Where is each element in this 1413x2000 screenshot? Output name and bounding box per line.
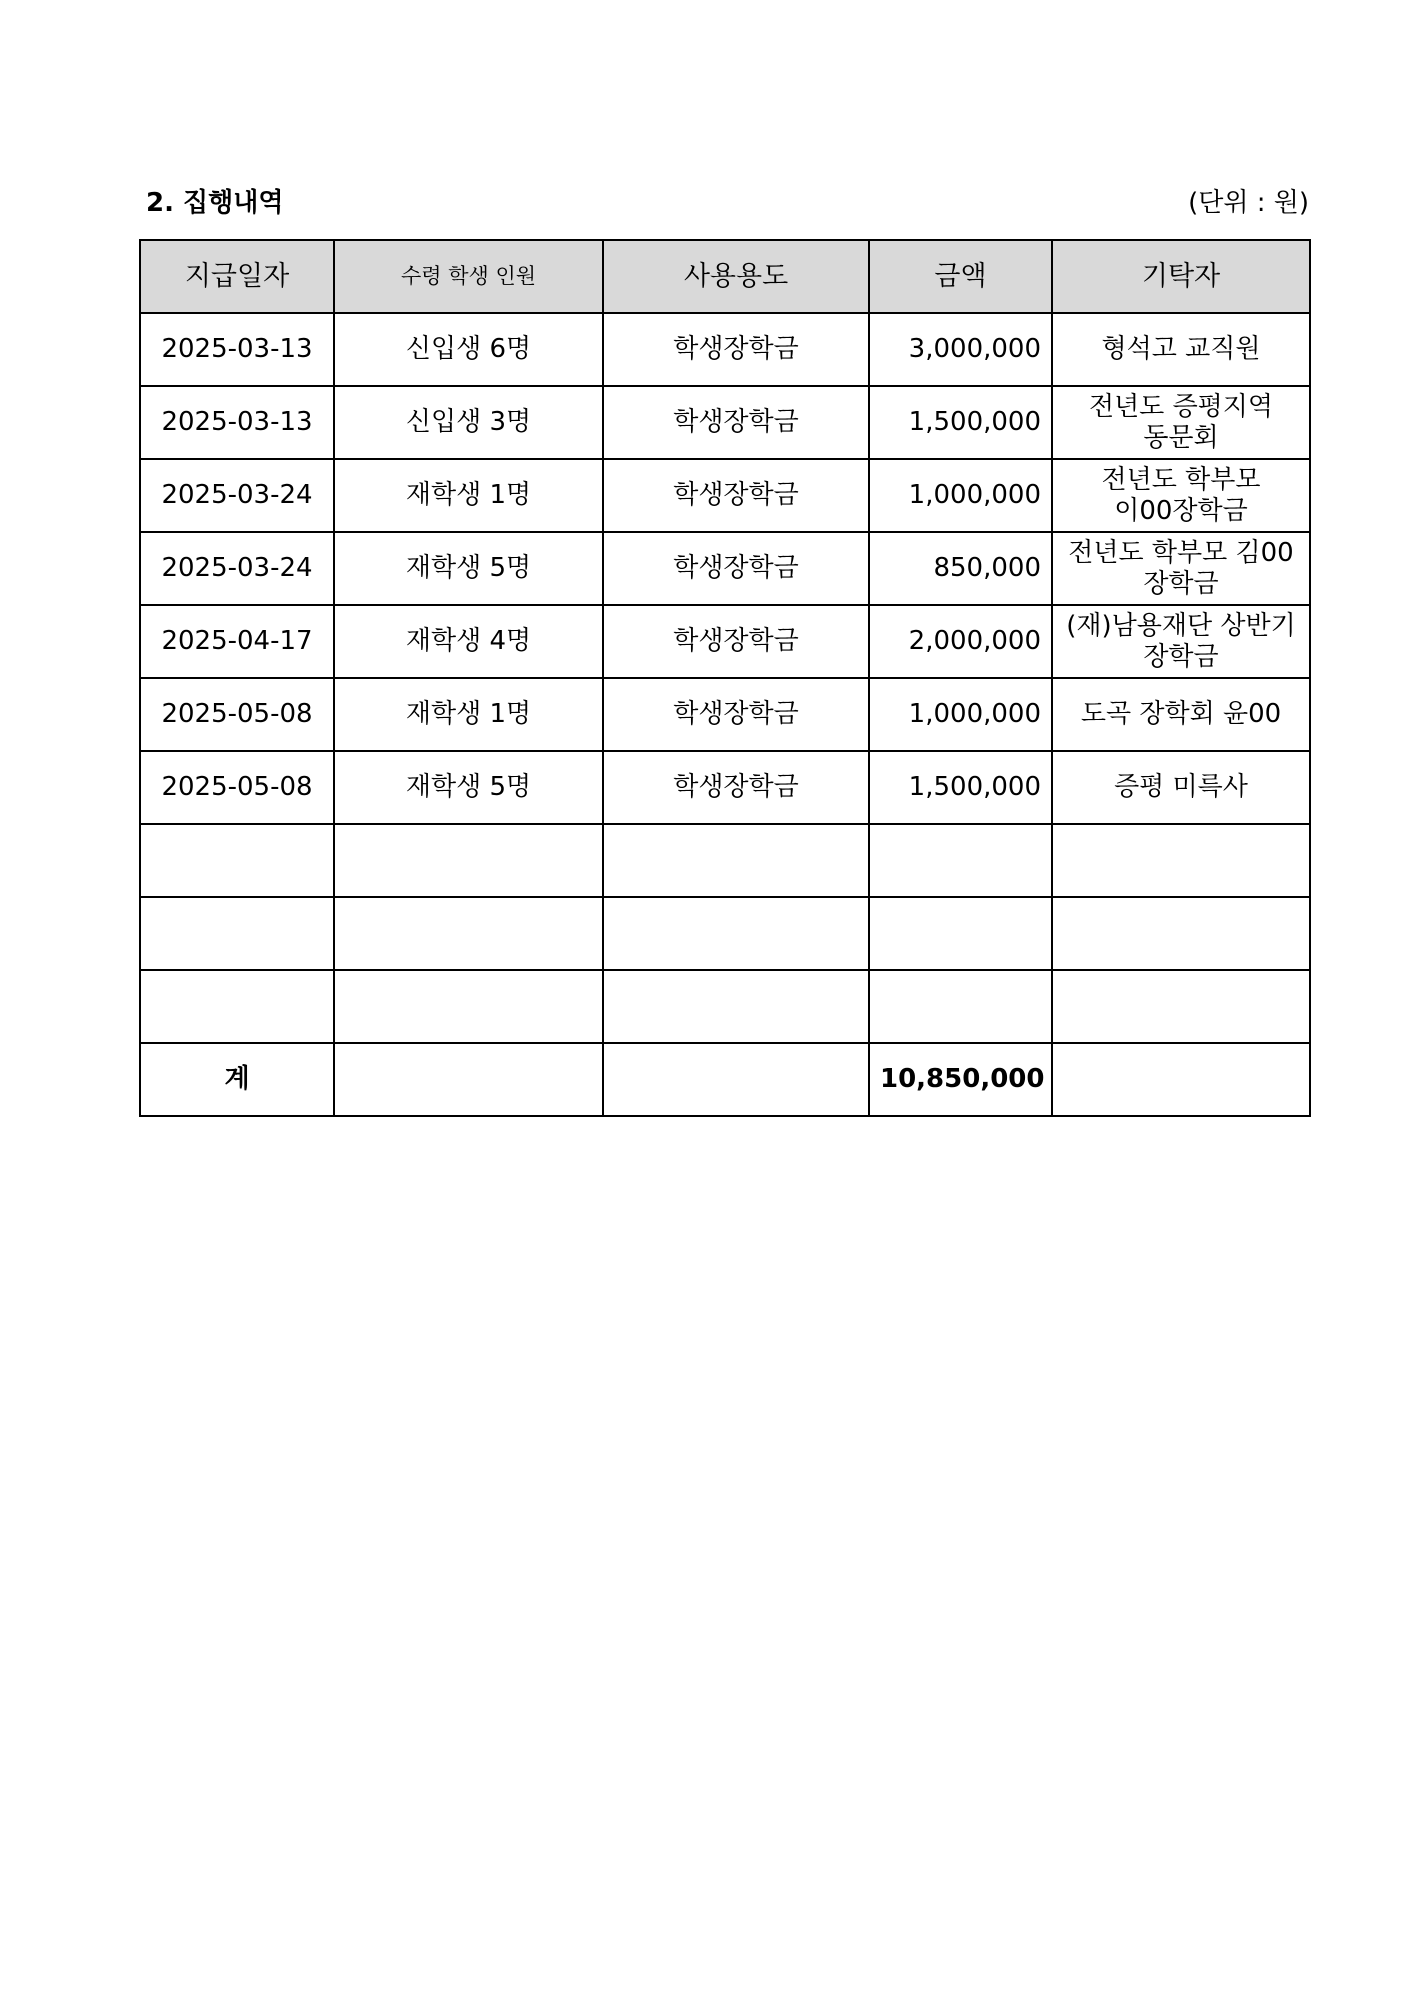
cell-date: 2025-05-08: [140, 678, 334, 751]
cell-amount: 1,000,000: [869, 459, 1052, 532]
cell-date: 2025-03-24: [140, 532, 334, 605]
table-row: [140, 532, 1310, 605]
table-row-empty: [140, 970, 1310, 1043]
table-row: [140, 459, 1310, 532]
header-date: 지급일자: [140, 240, 334, 313]
cell-recipients: 재학생 5명: [334, 532, 603, 605]
disbursement-table: [139, 239, 1311, 1117]
cell-donor: 전년도 학부모 이00장학금: [1052, 459, 1310, 532]
table-row: [140, 751, 1310, 824]
total-recipients: [334, 1043, 603, 1116]
total-label: 계: [140, 1043, 334, 1116]
table-header-row: [140, 240, 1310, 313]
cell-donor: [1052, 824, 1310, 897]
cell-recipients: [334, 897, 603, 970]
cell-donor: 증평 미륵사: [1052, 751, 1310, 824]
cell-date: [140, 970, 334, 1043]
cell-amount: [869, 824, 1052, 897]
cell-amount: 850,000: [869, 532, 1052, 605]
cell-purpose: 학생장학금: [603, 459, 869, 532]
total-amount: 10,850,000: [869, 1043, 1052, 1116]
cell-purpose: [603, 970, 869, 1043]
cell-date: 2025-03-13: [140, 386, 334, 459]
cell-amount: [869, 897, 1052, 970]
cell-date: 2025-03-13: [140, 313, 334, 386]
cell-purpose: 학생장학금: [603, 532, 869, 605]
cell-date: 2025-04-17: [140, 605, 334, 678]
cell-date: [140, 824, 334, 897]
total-donor: [1052, 1043, 1310, 1116]
header-purpose: 사용용도: [603, 240, 869, 313]
header-donor: 기탁자: [1052, 240, 1310, 313]
table-row-empty: [140, 897, 1310, 970]
table-row: [140, 313, 1310, 386]
table-row: [140, 678, 1310, 751]
cell-date: [140, 897, 334, 970]
cell-amount: [869, 970, 1052, 1043]
cell-donor: (재)남용재단 상반기 장학금: [1052, 605, 1310, 678]
cell-purpose: [603, 824, 869, 897]
cell-donor: 전년도 증평지역 동문회: [1052, 386, 1310, 459]
cell-donor: [1052, 897, 1310, 970]
cell-recipients: 재학생 4명: [334, 605, 603, 678]
cell-recipients: 재학생 5명: [334, 751, 603, 824]
cell-purpose: 학생장학금: [603, 313, 869, 386]
header-recipients: 수령 학생 인원: [334, 240, 603, 313]
table-row: [140, 386, 1310, 459]
cell-recipients: 재학생 1명: [334, 678, 603, 751]
cell-purpose: 학생장학금: [603, 386, 869, 459]
cell-amount: 1,500,000: [869, 751, 1052, 824]
cell-purpose: 학생장학금: [603, 751, 869, 824]
cell-amount: 1,500,000: [869, 386, 1052, 459]
header-amount: 금액: [869, 240, 1052, 313]
cell-donor: 도곡 장학회 윤00: [1052, 678, 1310, 751]
cell-recipients: [334, 824, 603, 897]
cell-donor: 형석고 교직원: [1052, 313, 1310, 386]
total-row: [140, 1043, 1310, 1116]
cell-recipients: 신입생 6명: [334, 313, 603, 386]
cell-recipients: [334, 970, 603, 1043]
unit-note: (단위 : 원): [1188, 188, 1309, 218]
total-purpose: [603, 1043, 869, 1116]
cell-donor: [1052, 970, 1310, 1043]
cell-date: 2025-05-08: [140, 751, 334, 824]
cell-purpose: 학생장학금: [603, 678, 869, 751]
cell-amount: 2,000,000: [869, 605, 1052, 678]
table-row-empty: [140, 824, 1310, 897]
cell-recipients: 재학생 1명: [334, 459, 603, 532]
cell-recipients: 신입생 3명: [334, 386, 603, 459]
cell-amount: 3,000,000: [869, 313, 1052, 386]
cell-amount: 1,000,000: [869, 678, 1052, 751]
cell-purpose: 학생장학금: [603, 605, 869, 678]
cell-donor: 전년도 학부모 김00 장학금: [1052, 532, 1310, 605]
cell-purpose: [603, 897, 869, 970]
cell-date: 2025-03-24: [140, 459, 334, 532]
section-title: 2. 집행내역: [146, 188, 284, 218]
table-row: [140, 605, 1310, 678]
